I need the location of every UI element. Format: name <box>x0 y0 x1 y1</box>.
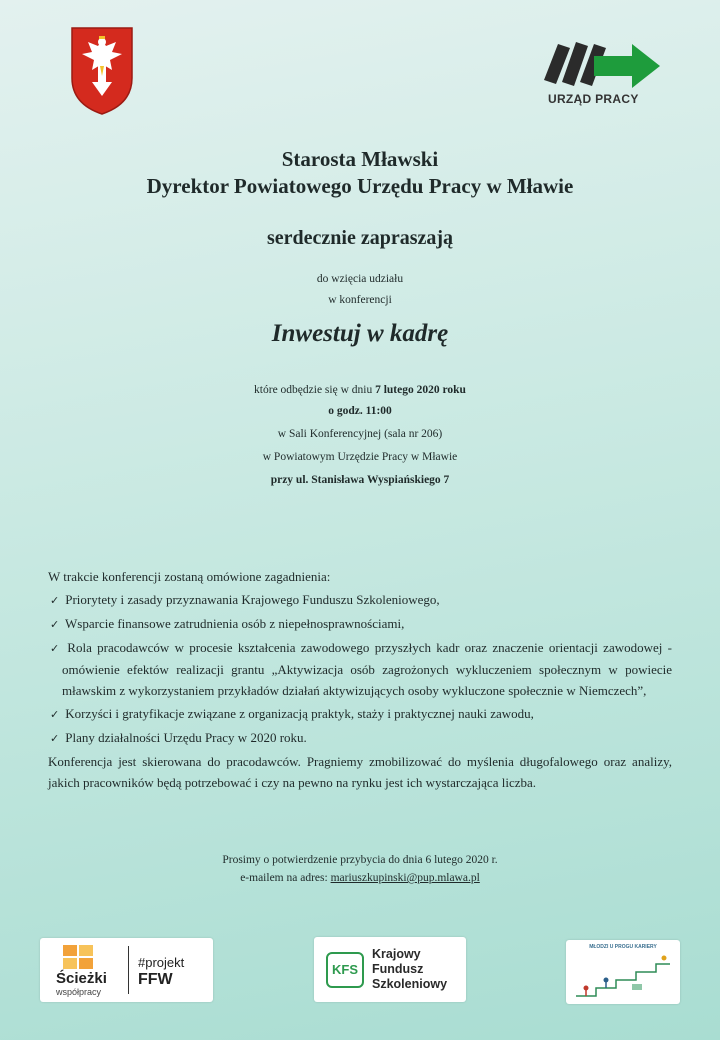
inviter-director: Dyrektor Powiatowego Urzędu Pracy w Mławie <box>146 174 574 198</box>
kfs-line3: Szkoleniowy <box>372 977 448 991</box>
kfs-line1: Krajowy <box>372 947 421 961</box>
agenda-item <box>48 589 672 611</box>
kfs-line2: Fundusz <box>372 962 424 976</box>
coat-of-arms-eagle-icon <box>70 26 134 116</box>
agenda-intro: W trakcie konferencji zostaną omówione zagadnienia: <box>48 569 331 584</box>
event-time-value: o godz. 11:00 <box>328 405 392 417</box>
urzad-pracy-arrow-icon <box>536 36 666 92</box>
sciezki-title: Ścieżki <box>56 970 107 987</box>
event-date <box>0 380 720 401</box>
check-icon: ✓ <box>50 708 60 721</box>
urzad-pracy-text: URZĄD PRACY <box>548 92 639 106</box>
kfs-name <box>372 947 447 992</box>
rsvp-section <box>0 851 720 887</box>
mlodzi-u-progu-kariery-logo <box>566 940 680 1004</box>
invite-to-line2: w konferencji <box>328 294 392 306</box>
check-icon: ✓ <box>50 618 60 631</box>
agenda-item-text: Wsparcie finansowe zatrudnienia osób z niepełnosprawnościami, <box>65 616 405 631</box>
event-address <box>0 470 720 491</box>
agenda-item <box>48 637 672 701</box>
agenda-item-text: Priorytety i zasady przyznawania Krajowego Funduszu Szkoleniowego, <box>65 592 440 607</box>
agenda-item <box>48 613 672 635</box>
agenda-section <box>48 566 672 793</box>
urzad-pracy-logo <box>536 36 666 108</box>
agenda-list <box>48 589 672 749</box>
projekt-name: FFW <box>138 971 173 988</box>
event-date-value: 7 lutego 2020 roku <box>375 384 466 396</box>
invite-to-line1: do wzięcia udziału <box>316 273 404 285</box>
agenda-item <box>48 703 672 725</box>
inviter-starosta: Starosta Mławski <box>281 147 439 171</box>
agenda-item-text: Rola pracodawców w procesie kształcenia zawodowego przyszłych kadr oraz znaczenie orientacji zawodowej - omówienie efektów realizacji grantu „Aktywizacja osób zagrożonych wykluczeniem społecznym w powiecie mławskim z wykorzystaniem przykładów działań aktywizujących osoby wykluczone społecznie w Niemczech”, <box>62 640 672 698</box>
rsvp-email-line <box>0 869 720 887</box>
agenda-closing: Konferencja jest skierowana do pracodawców. Pragniemy zmobilizować do myślenia długofalowego oraz analizy, jakich pracowników będą potrzebować i czy na pewno na rynku jest ich wystarczająca liczba. <box>48 754 672 790</box>
event-place: w Powiatowym Urzędzie Pracy w Mławie <box>262 451 458 463</box>
puzzle-icon <box>62 944 94 970</box>
agenda-item <box>48 727 672 749</box>
invite-phrase: serdecznie zapraszają <box>266 227 454 249</box>
logo-divider <box>128 946 129 994</box>
kfs-logo <box>314 937 466 1002</box>
agenda-item-text: Korzyści i gratyfikacje związane z organizacją praktyk, staży i praktycznej nauki zawodu, <box>65 706 534 721</box>
event-date-prefix: które odbędzie się w dniu <box>254 384 376 396</box>
rsvp-email-prefix: e-mailem na adres: <box>240 872 331 884</box>
mlodzi-title: MŁODZI U PROGU KARIERY <box>589 944 657 950</box>
event-title: Inwestuj w kadrę <box>271 320 449 347</box>
check-icon: ✓ <box>50 732 60 745</box>
check-icon: ✓ <box>50 642 60 655</box>
agenda-item-text: Plany działalności Urzędu Pracy w 2020 roku. <box>65 730 307 745</box>
projekt-tag: #projekt <box>138 955 185 970</box>
sciezki-wspolpracy-logo <box>40 938 213 1002</box>
kfs-badge: KFS <box>326 952 364 988</box>
rsvp-email-link[interactable]: mariuszkupinski@pup.mlawa.pl <box>330 872 480 884</box>
check-icon: ✓ <box>50 594 60 607</box>
event-time <box>0 401 720 422</box>
sciezki-sub: współpracy <box>56 987 102 997</box>
rsvp-line: Prosimy o potwierdzenie przybycia do dnia 6 lutego 2020 r. <box>222 854 498 866</box>
career-stairs-icon <box>572 954 674 1000</box>
event-room: w Sali Konferencyjnej (sala nr 206) <box>277 428 443 440</box>
event-address-value: przy ul. Stanisława Wyspiańskiego 7 <box>270 474 450 486</box>
